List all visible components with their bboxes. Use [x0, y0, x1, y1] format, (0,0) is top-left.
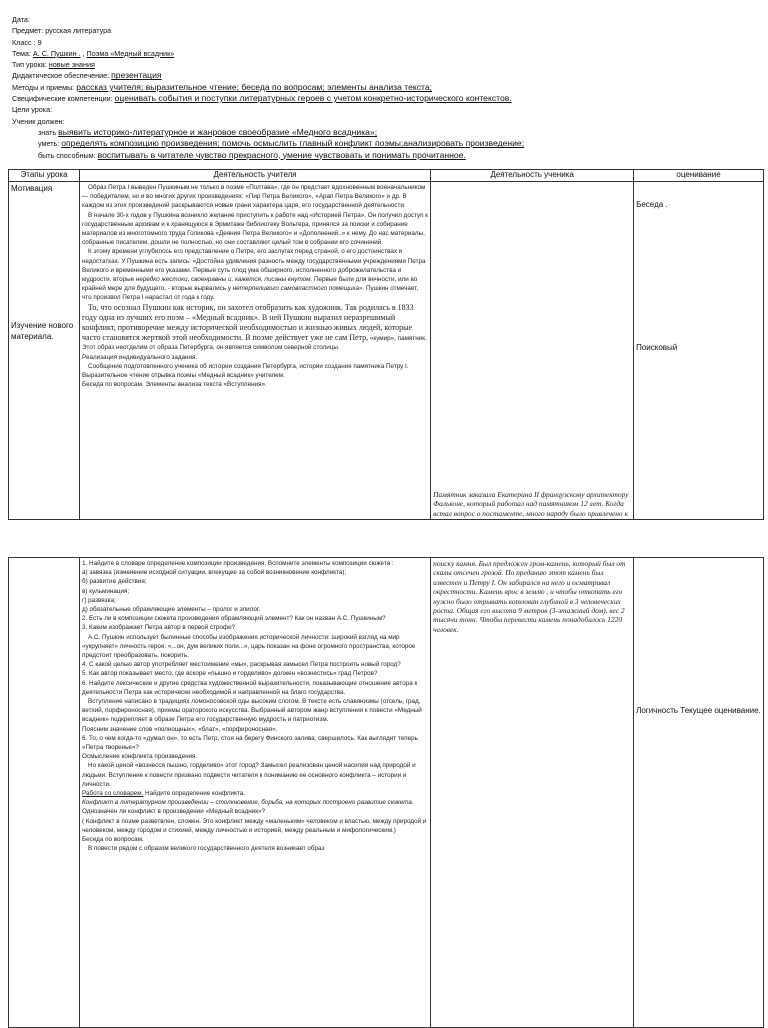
topic-line: Тема: А. С. Пушкин . , Поэма «Медный всадник»: [12, 48, 175, 58]
answer: Вступление написано в традициях ломоносовской оды высоким слогом. В тексте есть славянизмы (отсель, град, ветхий, порфироносная), приемы ораторского искусства. Выбранный автором жанр вступления к повести «Медный всадник» подкрепляет в образе Петра его государственную мудрость и патриотизм.: [82, 698, 422, 724]
question-item: б) развитие действия;: [82, 578, 147, 586]
teacher-paragraph: Образ Петра I выведен Пушкиным не только в поэме «Полтава», где он предстает вдохновенным военачальником — победителем, но и во многих других произведениях: «Пир Петра Великого», «Арап Петра Великого» и др. В каждом из этих произведений раскрываются новые грани характера царя, его государственной деятельности.: [82, 184, 426, 210]
student-activity-cell: [431, 182, 634, 520]
question: 6. Найдите лексические и другие средства художественной выразительности, показывающие отношение автора к деятельности Петра как исторически необходимой и направленной на благо государства.: [82, 679, 418, 696]
can-line: уметь: определять композицию произведения; помочь осмыслить главный конфликт поэмы;анализировать произведение;: [38, 138, 525, 149]
section-heading: Осмысление конфликта произведения.: [82, 753, 198, 761]
teacher-paragraph: Реализация индивидуального задания.: [82, 353, 198, 361]
stage-cell: [9, 182, 80, 520]
question: Однозначен ли конфликт в произведении «Медный всадник»?: [82, 808, 266, 816]
student-activity-cell: [431, 558, 634, 1028]
student-text: поиску камня. Был предложен гром-камень, который был от скалы отсечен грозой. По преданию этот камень был известен и Петру I. Он забирался на него и осматривал окрестности. Камень врос в землю , и чтобы откопать его нужно было отрывать котлован глубиной в 3 человеческих роста. Общая его высота 9 метров (3-этажный дом), вес 2 тысячи тонн. Чтобы перевести камень понадобилось 1220 человек.: [433, 559, 626, 634]
section-heading: Беседа по вопросам.: [82, 836, 144, 844]
lesson-table-page2: [8, 557, 764, 1028]
didactic-line: Дидактическое обеспечение: презентация: [12, 70, 162, 81]
question: 3. Каким изображает Петра автор в первой строфе?: [82, 624, 236, 632]
lesson-header: [12, 14, 762, 161]
evaluation-cell: [634, 182, 764, 520]
students-line: Ученик должен:: [12, 116, 65, 126]
question-item: д) обязательные обрамляющие элементы – пролог и эпилог.: [82, 606, 261, 614]
answer: Поясним значение слов «полнощных», «блат», «порфироносная».: [82, 725, 278, 733]
lesson-table-page1: [8, 169, 764, 520]
col-header-evaluation: оценивание: [634, 170, 764, 182]
stage-motivation: Мотивация: [11, 184, 53, 193]
evaluation-cell: [634, 558, 764, 1028]
class-line: Класс : 9: [12, 37, 42, 47]
teacher-paragraph: То, что осознал Пушкин как историк, он захотел отобразить как художник. Так родилась в 1833 году одна из лучших его поэм – «Медный всадник». В ней Пушкин выразил неразрешимый конфликт, противоречие между исторической необходимостью и жизнью живых людей, которые часто становятся жертвой этой необходимости. В поэме действует уже не сам Петр, «кумир», памятник. Этот образ неотделим от образа Петербурга, он является символом северной столицы.: [82, 302, 427, 352]
col-header-student: Деятельность ученика: [431, 170, 634, 182]
eval-logic: Логичность Текущее оценивание.: [636, 706, 761, 715]
answer: ( Конфликт в поэме разветвлен, сложен. Это конфликт между «маленьким» человеком и властью, между природой и человеком, между городом и стихией, между личностью и историей, между реальным и мифологическим.): [82, 817, 427, 834]
dictionary-task: Работа со словарем. Найдите определение конфликта.: [82, 790, 245, 798]
col-header-stages: Этапы урока: [9, 170, 80, 182]
stage-new-material: Изучение нового материала.: [11, 321, 74, 341]
teacher-paragraph: К этому времени углубилось его представление о Петре, его заслугах перед страной, о его достоинствах и недостатках. У Пушкина есть запись: «Достойна удивления разность между государственными учреждениями Петра Великого и временными его указами. Первые суть плод ума обширного, исполненного доброжелательства и мудрости, вторые нередко жестоки, своенравны и, кажется, писаны кнутом. Первые были для вечности, или во крайней мере для будущего, - вторые вырвались у нетерпеливого самовластного помещика». Пушкин отмечает, что произвол Петра I нарастал от года к году.: [82, 248, 426, 302]
teacher-paragraph: В начале 30-х годов у Пушкина возникло желание приступить к работе над «Историей Петра». Он получил доступ к государственным архивам и к хранящуюся в Эрмитаже библиотеку Вольтера, принялся за поиски и собирание материалов из многотомного труда Голикова «Деяния Петра Великого» и «Дополнений..» к нему. До нас материалы, собранные писателем, дошли не полностью, но они составляют целый том в собрании его сочинений.: [82, 211, 429, 247]
eval-search: Поисковый: [636, 343, 678, 352]
answer: Но какой ценой «вознесся пышно, горделиво» этот город? Замысел реализован ценой насилия над природой и людьми. Вступление к повести призвано подвести читателя к пониманию ее основного конфликта – истории и личности.: [82, 762, 416, 788]
date-line: Дата:: [12, 15, 30, 24]
know-line: знать выявить историко-литературное и жанровое своеобразие «Медного всадника»;: [38, 126, 378, 137]
teacher-activity-cell: [80, 558, 431, 1028]
question-item: в) кульминация;: [82, 587, 130, 595]
conflict-definition: Конфликт в литературном произведении – столкновение, борьба, на которых построено развитие сюжета.: [82, 799, 414, 807]
question: 2. Есть ли в композиции сюжета произведения обрамляющий элемент? Как он назван А.С. Пушкиным?: [82, 615, 386, 623]
teacher-paragraph: Сообщение подготовленного ученика об истории создания Петербурга, истории создания памятника Петру I.: [88, 362, 409, 370]
competence-line: Свецифические компетенции: оценивать события и поступки литературных героев с учетом конкретно-исторического контекстов.: [12, 93, 512, 104]
teacher-paragraph: Беседа по вопросам. Элементы анализа текста «Вступления».: [82, 381, 267, 389]
methods-line: Методы и приемы: рассказ учителя; выразительное чтение; беседа по вопросам; элементы анализа текста;: [12, 81, 433, 92]
question: 5. Как автор показывает место, где вскоре «пышно и горделиво» должен «вознестись» град Петров?: [82, 670, 378, 678]
question-item: г) развязка;: [82, 596, 116, 604]
question: 6. То, о чем когда-то «думал он», то есть Петр, стоя на берегу Финского залива, свершилось. Как выглядит теперь «Петра творенье»?: [82, 734, 418, 752]
answer: А.С. Пушкин использует былинные способы изображения исторической личности: широкий взгляд на мир «укрупняет» личность героя: «...он, дум великих поли...», царь показан на фоне огромного пространства, которое предстоит преобразовать, покорить.: [82, 633, 416, 660]
question: 4. С какой целью автор употребляет местоимение «мы», раскрывая замысел Петра построить новый город?: [82, 661, 401, 669]
teacher-paragraph: Выразительное чтение отрывка поэмы «Медный всадник» учителем.: [82, 372, 285, 380]
able-line: быть способным: воспитывать в читателе чувство прекрасного, умение чувствовать и понимать прочитанное.: [38, 149, 466, 160]
stage-cell-empty: [9, 558, 80, 1028]
question-item: а) завязка (изменение исходной ситуации, влекущее за собой возникновение конфликта);: [82, 569, 347, 577]
goals-line: Цели урока:: [12, 105, 53, 115]
answer: В повести рядом с образом великого государственного деятеля возникает образ: [88, 845, 325, 853]
lesson-type-line: Тип урока: новые знания: [12, 60, 95, 70]
col-header-teacher: Деятельность учителя: [80, 170, 431, 182]
teacher-activity-cell: [80, 182, 431, 520]
question: 1. Найдите в словаре определение композиции произведения. Вспомните элементы композиции сюжета :: [82, 560, 394, 567]
subject-line: Предмет: русская литература: [12, 26, 112, 36]
student-text: Памятник заказала Екатерина II французскому архитектору Фальконе, который работал над памятником 12 лет. Когда встал вопрос о постаменте, много народу было привлечено к: [433, 489, 629, 518]
eval-conversation: Беседа .: [636, 200, 668, 209]
